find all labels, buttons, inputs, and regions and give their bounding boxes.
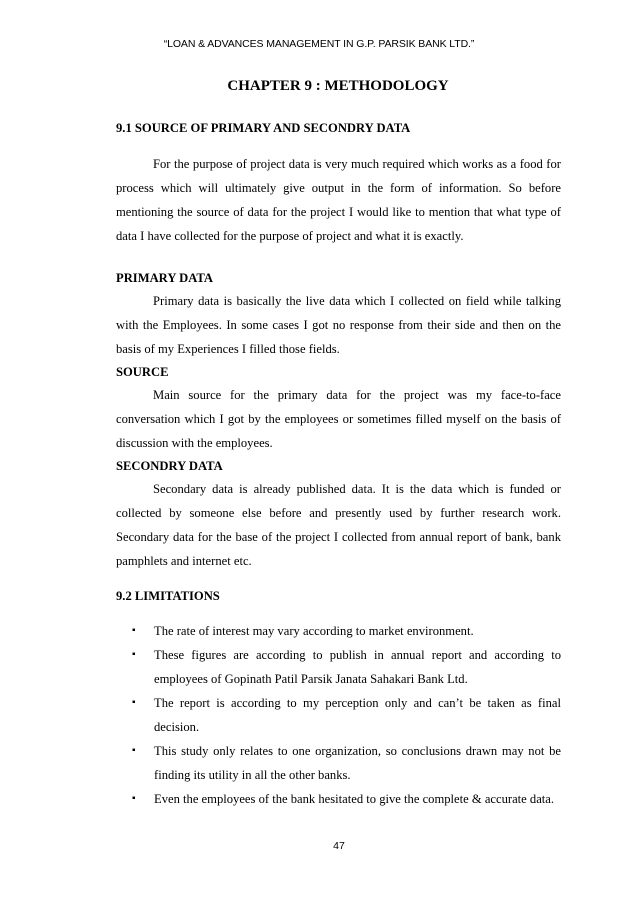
limitations-list xyxy=(116,619,561,811)
running-header: “LOAN & ADVANCES MANAGEMENT IN G.P. PARSIK BANK LTD.” xyxy=(163,38,475,50)
list-item: ▪ The report is according to my perception only and can’t be taken as final decision. xyxy=(116,691,561,739)
bullet-icon: ▪ xyxy=(132,625,136,636)
list-item: ▪ These figures are according to publish in annual report and according to employees of Gopinath Patil Parsik Janata Sahakari Bank Ltd. xyxy=(116,643,561,691)
source-heading: SOURCE xyxy=(116,365,169,379)
section-heading-limitations: 9.2 LIMITATIONS xyxy=(116,589,220,603)
primary-data-heading: PRIMARY DATA xyxy=(116,271,213,285)
intro-paragraph: For the purpose of project data is very much required which works as a food for process which will ultimately give output in the form of information. So before mentioning the source of data for the project I would like to mention that what type of data I have collected for the purpose of project and what it is exactly. xyxy=(116,157,561,243)
list-item: ▪ This study only relates to one organization, so conclusions drawn may not be finding its utility in all the other banks. xyxy=(116,739,561,787)
source-paragraph: Main source for the primary data for the project was my face-to-face conversation which I got by the employees or sometimes filled myself on the basis of discussion with the employees. xyxy=(116,388,561,450)
secondary-data-paragraph: Secondary data is already published data. It is the data which is funded or collected by someone else before and presently used by further research work. Secondary data for the base of the project I collected from annual report of bank, bank pamphlets and internet etc. xyxy=(116,482,561,568)
bullet-icon: ▪ xyxy=(132,649,136,660)
list-item: ▪ The rate of interest may vary according to market environment. xyxy=(116,619,561,643)
secondary-data-heading: SECONDRY DATA xyxy=(116,459,223,473)
bullet-icon: ▪ xyxy=(132,697,136,708)
page-number: 47 xyxy=(333,840,345,852)
chapter-title: CHAPTER 9 : METHODOLOGY xyxy=(227,78,449,94)
page-content xyxy=(116,117,561,811)
list-item: ▪ Even the employees of the bank hesitated to give the complete & accurate data. xyxy=(116,787,561,811)
bullet-icon: ▪ xyxy=(132,745,136,756)
section-heading-source: 9.1 SOURCE OF PRIMARY AND SECONDRY DATA xyxy=(116,121,411,135)
primary-data-paragraph: Primary data is basically the live data which I collected on field while talking with the Employees. In some cases I got no response from their side and then on the basis of my Experiences I filled those fields. xyxy=(116,294,561,356)
bullet-icon: ▪ xyxy=(132,793,136,804)
